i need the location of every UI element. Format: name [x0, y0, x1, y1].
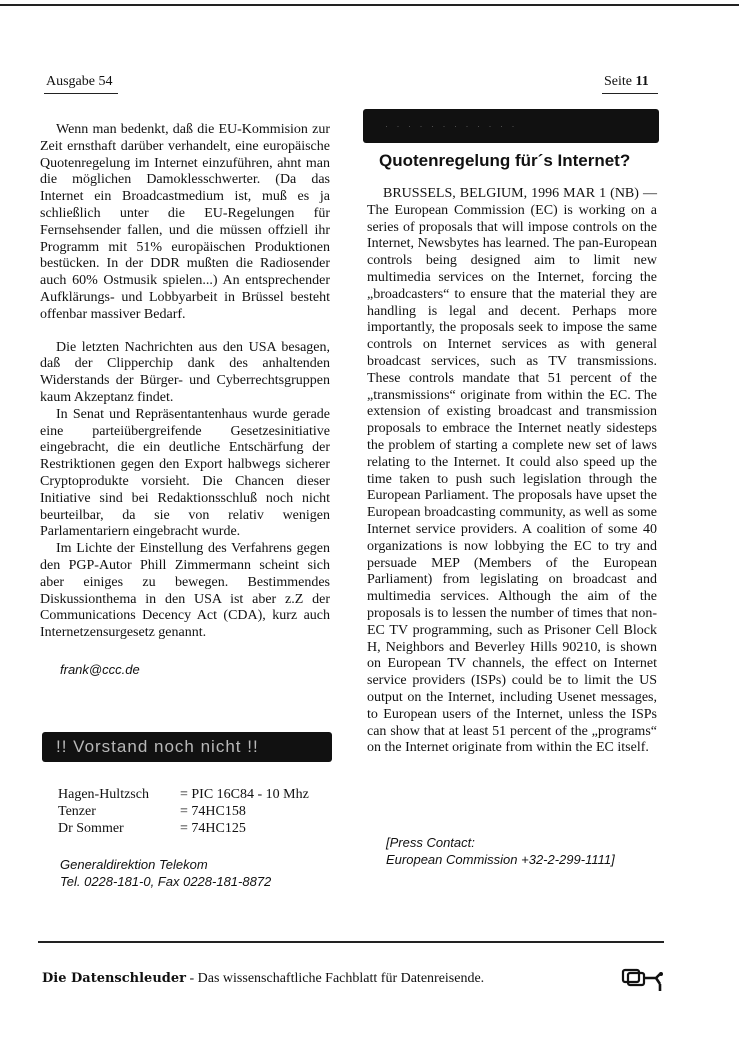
press-contact-line-2: European Commission +32-2-299-1111] — [386, 852, 615, 867]
left-paragraph-4: Im Lichte der Einstellung des Verfahrens gegen den PGP-Autor Phill Zimmermann scheint sich aber einiges zu bewegen. Bestimmendes Diskussionthema in den USA ist aber z.Z der Communications Decency Act (CDA), kurz auch Internetzensurgesetz genannt. — [40, 541, 330, 641]
article-banner: · · · · · · · · · · · · — [363, 109, 659, 143]
credit-name: Hagen-Hultzsch — [58, 787, 149, 802]
right-article — [367, 186, 657, 757]
left-paragraph-3: In Senat und Repräsentantenhaus wurde gerade eine parteiübergreifende Gesetzesinitiative eingebracht, die ein deutliche Entschärfung der Restriktionen gegen den Export halbwegs sicherer Cryptoprodukte vorsieht. Die Chancen dieser Initiative sind bei Redaktionsschluß noch nicht beurteilbar, da sie von relativ wenigen Parlamentariern eingebracht wurde. — [40, 406, 330, 540]
issue-underline — [44, 93, 118, 94]
publication-name: Die Datenschleuder — [42, 971, 186, 986]
article-body: BRUSSELS, BELGIUM, 1996 MAR 1 (NB) — The European Commission (EC) is working on a series of proposals that will impose controls on the Internet, Newsbytes has learned. The pan-European controls being designed aim to limit new multimedia services on the Internet, forcing the „broadcasters“ to ensure that the material they are handling is legal and decent. Perhaps more importantly, the proposals seek to impose the same controls on Internet services as with general broadcast services, such as TV transmissions. These controls mandate that 51 percent of the „transmissions“ originate from within the EC. The extension of existing broadcast and transmission proposals to embrace the Internet neatly sidesteps the problem of starting a complete new set of laws relating to the Internet. It could also speed up the time taken to push such legislation through the European Parliament. The proposals have upset the European broadcasting community, as well as some Internet service providers. A coalition of some 40 organizations is now lobbying the EC to try and persuade MEP (Members of the European Parliament) from legislating on broadcast and multimedia services. Although the aim of the proposals is to lessen the number of times that non-EC TV programming, such as Prisoner Cell Block H, Neighbors and Beverley Hills 90210, is shown on European TV channels, the effect on Internet service providers (ISPs) could be to limit the US output on the Internet, including Usenet messages, to European users of the Internet, unless the ISPs can show that at least 51 percent of the „programs“ on the Internet originate from within the EC itself. — [367, 186, 657, 756]
top-rule — [0, 4, 739, 6]
credits-table — [58, 787, 309, 837]
credit-name: Dr Sommer — [58, 820, 124, 836]
page-number: 11 — [635, 74, 649, 89]
press-contact — [386, 834, 615, 868]
credit-name: Tenzer — [58, 803, 96, 819]
vorstand-banner: !! Vorstand noch nicht !! — [42, 732, 332, 762]
left-paragraph-1: Wenn man bedenkt, daß die EU-Kommision zur Zeit ernsthaft darüber verhandelt, eine europäische Quotenregelung im Internet einzuführen, ahnt man die möglichen Damoklesschwerter. (Da das Internet ein Broadcastmedium ist, muß es ja schließlich unter die EU-Regelungen für Fernsehsender fallen, und die müssen offziell ihr Programm mit 51% europäischen Produktionen bestücken. In der DDR mußten die Radiosender auch 60% Ostmusik spielen...) An entsprechender Aufklärungs- und Lobbyarbeit in Brüssel besteht offenbar massiver Bedarf. — [40, 122, 330, 322]
direktion-contact — [60, 856, 271, 890]
footer — [42, 971, 484, 987]
direktion-line-1: Generaldirektion Telekom — [60, 857, 208, 872]
left-paragraph-2: Die letzten Nachrichten aus den USA besagen, daß der Clipperchip dank des anhaltenden Widerstands der Bürger- und Cyberrechtsgruppen kaum Akzeptanz findet. — [40, 339, 330, 405]
direktion-line-2: Tel. 0228-181-0, Fax 0228-181-8872 — [60, 874, 272, 889]
bottom-rule — [38, 941, 664, 943]
page-label — [604, 74, 649, 90]
author-email: frank@ccc.de — [60, 661, 140, 677]
credit-value: = 74HC125 — [180, 820, 246, 836]
credits-row — [58, 804, 309, 821]
press-contact-line-1: [Press Contact: — [386, 835, 475, 850]
article-headline: Quotenregelung für´s Internet? — [379, 151, 631, 170]
credits-row — [58, 787, 309, 804]
credit-value: = PIC 16C84 - 10 Mhz — [180, 787, 309, 802]
chaos-knot-logo-icon — [620, 964, 666, 994]
footer-tagline: - Das wissenschaftliche Fachblatt für Datenreisende. — [186, 971, 485, 986]
page-underline — [602, 93, 658, 94]
left-article — [40, 122, 330, 679]
issue-label: Ausgabe 54 — [46, 74, 113, 89]
page-label-word: Seite — [604, 74, 632, 89]
credit-value: = 74HC158 — [180, 803, 246, 819]
credits-row — [58, 821, 309, 838]
